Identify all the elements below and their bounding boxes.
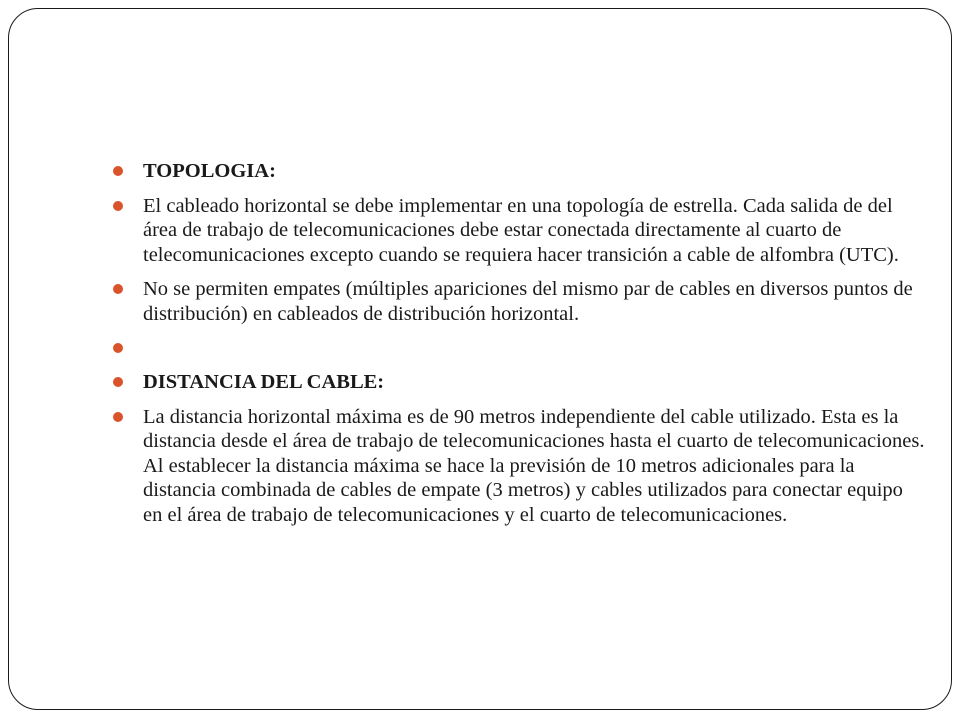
bullet-item-distancia-body — [113, 405, 925, 528]
bullet-text: DISTANCIA DEL CABLE: — [143, 371, 385, 393]
bullet-dot-icon — [113, 166, 123, 176]
bullet-list — [113, 159, 925, 527]
bullet-text: La distancia horizontal máxima es de 90 metros independiente del cable utilizado. Esta es la distancia desde el área de trabajo de telecomunicaciones hasta el cuarto de telecomunicaciones. Al establecer la distancia máxima se hace la previsión de 10 metros adicionales para la distancia combinada de cables de empate (3 metros) y cables utilizados para conectar equipo en el área de trabajo de telecomunicaciones y el cuarto de telecomunicaciones. — [143, 405, 925, 526]
slide-frame — [8, 8, 952, 710]
bullet-text: El cableado horizontal se debe implementar en una topología de estrella. Cada salida de del área de trabajo de telecomunicaciones debe estar conectada directamente al cuarto de telecomunicaciones excepto cuando se requiera hacer transición a cable de alfombra (UTC). — [143, 194, 899, 266]
bullet-dot-icon — [113, 284, 123, 294]
bullet-dot-icon — [113, 201, 123, 211]
bullet-item-distancia-heading — [113, 370, 925, 395]
bullet-item-topologia-heading — [113, 159, 925, 184]
bullet-item-topologia-body — [113, 194, 925, 268]
bullet-text: No se permiten empates (múltiples apariciones del mismo par de cables en diversos puntos de distribución) en cableados de distribución horizontal. — [143, 278, 913, 325]
bullet-dot-icon — [113, 412, 123, 422]
bullet-dot-icon — [113, 377, 123, 387]
bullet-item-empates — [113, 277, 925, 326]
slide-content — [113, 159, 925, 537]
bullet-item-empty — [113, 336, 925, 360]
bullet-text: TOPOLOGIA: — [143, 160, 276, 182]
bullet-dot-icon — [113, 343, 123, 353]
